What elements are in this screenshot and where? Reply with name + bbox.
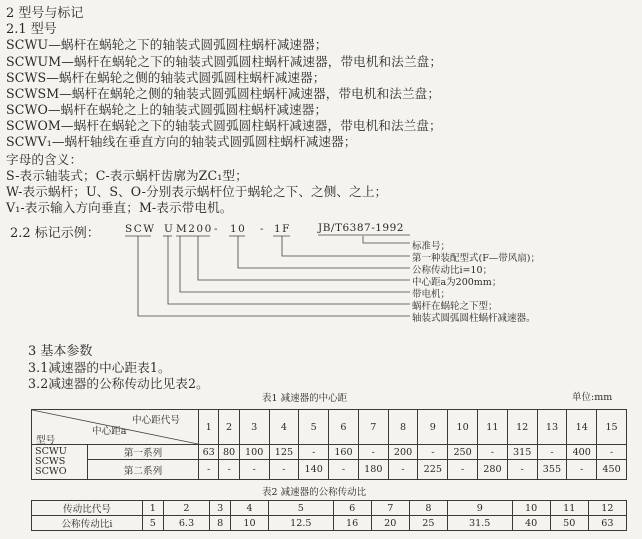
table2-ratio: 40 bbox=[512, 516, 550, 531]
table1-header-corner bbox=[32, 410, 199, 445]
table2-ratio: 5 bbox=[143, 516, 164, 531]
annotation-ratio: 公称传动比i=10； bbox=[412, 265, 493, 276]
table2-code: 8 bbox=[409, 501, 447, 516]
table2-ratio: 12.5 bbox=[269, 516, 334, 531]
section-2-title: 2 型号与标记 bbox=[6, 6, 84, 21]
table1-cell: - bbox=[388, 460, 418, 480]
table1-cell: - bbox=[239, 460, 269, 480]
table1-cell: - bbox=[199, 460, 219, 480]
table2-code: 11 bbox=[550, 501, 588, 516]
annotation-motor: 带电机； bbox=[412, 289, 451, 300]
annotation-center: 中心距a为200mm； bbox=[412, 277, 502, 288]
table2-code: 4 bbox=[230, 501, 268, 516]
series2-label: 第二系列 bbox=[88, 460, 199, 480]
meaning-line: S-表示轴装式；C-表示蜗杆齿廓为ZC₁型； bbox=[6, 168, 248, 183]
table1-cell: 160 bbox=[329, 445, 359, 460]
marking-dash: - bbox=[260, 223, 266, 235]
annotation-standard: 标准号； bbox=[412, 241, 451, 252]
ratio-table bbox=[31, 500, 627, 531]
marking-dash: - bbox=[214, 223, 220, 235]
table1-center-label: 中心距a bbox=[92, 426, 127, 437]
table1-cell: - bbox=[478, 445, 508, 460]
table1-cell: 280 bbox=[478, 460, 508, 480]
table1-cell: - bbox=[448, 460, 478, 480]
model-line: SCWV₁—蜗杆轴线在垂直方向的轴装式圆弧圆柱蜗杆减速器； bbox=[6, 134, 357, 149]
table2-caption: 表2 减速器的公称传动比 bbox=[262, 487, 367, 498]
table1-code: 11 bbox=[478, 410, 508, 445]
table2-ratio: 25 bbox=[409, 516, 447, 531]
marking-ratio: 10 bbox=[230, 223, 247, 235]
table1-caption: 表1 减速器的中心距 bbox=[262, 393, 348, 404]
table2-code: 1 bbox=[143, 501, 164, 516]
section-3-title: 3 基本参数 bbox=[28, 344, 93, 359]
center-distance-table bbox=[31, 409, 627, 480]
table1-model-label: 型号 bbox=[36, 435, 56, 446]
model-line: SCWS—蜗杆在蜗轮之侧的轴装式圆弧圆柱蜗杆减速器； bbox=[6, 70, 326, 85]
table1-cell: 400 bbox=[567, 445, 597, 460]
model-line: SCWSM—蜗杆在蜗轮之侧的轴装式圆弧圆柱蜗杆减速器，带电机和法兰盘； bbox=[6, 86, 441, 101]
table1-code: 8 bbox=[388, 410, 418, 445]
model-name: SCWO bbox=[35, 466, 67, 477]
table2-ratio: 20 bbox=[371, 516, 409, 531]
table2-ratio: 16 bbox=[333, 516, 371, 531]
table1-code: 14 bbox=[567, 410, 597, 445]
table2-ratio: 63 bbox=[588, 516, 626, 531]
table1-code: 3 bbox=[239, 410, 269, 445]
table1-cell: - bbox=[597, 445, 627, 460]
table2-ratio: 50 bbox=[550, 516, 588, 531]
section-3-2: 3.2减速器的公称传动比见表2。 bbox=[28, 376, 209, 391]
table1-code: 9 bbox=[418, 410, 448, 445]
table1-cell: - bbox=[299, 445, 329, 460]
table1-cell: - bbox=[537, 445, 567, 460]
table1-cell: - bbox=[219, 460, 239, 480]
table2-ratio: 10 bbox=[230, 516, 268, 531]
table1-code: 5 bbox=[299, 410, 329, 445]
model-line: SCWU—蜗杆在蜗轮之下的轴装式圆弧圆柱蜗杆减速器； bbox=[6, 37, 328, 52]
annotation-assembly: 第一种装配型式(F—带风扇)； bbox=[412, 253, 541, 264]
table2-code: 10 bbox=[512, 501, 550, 516]
table2-ratio: 6.3 bbox=[163, 516, 210, 531]
model-name: SCWU bbox=[35, 446, 67, 457]
section-2-1-title: 2.1 型号 bbox=[6, 22, 57, 37]
table1-cell: - bbox=[269, 460, 299, 480]
table1-code: 10 bbox=[448, 410, 478, 445]
model-name: SCWS bbox=[35, 456, 66, 467]
table1-models bbox=[32, 445, 88, 480]
table1-code-label: 中心距代号 bbox=[132, 415, 180, 426]
table1-cell: 250 bbox=[448, 445, 478, 460]
table2-code: 7 bbox=[371, 501, 409, 516]
table2-ratio: 8 bbox=[210, 516, 231, 531]
annotation-shaft-mounted: 轴装式圆弧圆柱蜗杆减速器。 bbox=[412, 313, 536, 324]
annotation-worm-below: 蜗杆在蜗轮之下型； bbox=[412, 301, 498, 312]
series1-label: 第一系列 bbox=[88, 445, 199, 460]
table1-code: 2 bbox=[219, 410, 239, 445]
table1-cell: 180 bbox=[358, 460, 388, 480]
table1-cell: 200 bbox=[388, 445, 418, 460]
table2-ratio: 31.5 bbox=[447, 516, 512, 531]
table1-cell: 100 bbox=[239, 445, 269, 460]
table1-cell: - bbox=[329, 460, 359, 480]
meaning-title: 字母的含义： bbox=[6, 152, 83, 167]
marking-u: U bbox=[164, 223, 175, 235]
table1-code: 6 bbox=[329, 410, 359, 445]
table1-cell: 315 bbox=[507, 445, 537, 460]
table1-cell: 125 bbox=[269, 445, 299, 460]
marking-m200: M200 bbox=[176, 223, 213, 235]
table1-code: 7 bbox=[358, 410, 388, 445]
table1-code: 1 bbox=[199, 410, 219, 445]
table1-cell: - bbox=[567, 460, 597, 480]
section-2-2-title: 2.2 标记示例： bbox=[10, 226, 100, 241]
table1-code: 12 bbox=[507, 410, 537, 445]
table1-code: 4 bbox=[269, 410, 299, 445]
table2-row-label: 传动比代号 bbox=[32, 501, 143, 516]
unit-label: 单位:mm bbox=[572, 392, 613, 403]
table1-cell: 80 bbox=[219, 445, 239, 460]
table1-cell: 225 bbox=[418, 460, 448, 480]
table2-code: 9 bbox=[447, 501, 512, 516]
table1-cell: 355 bbox=[537, 460, 567, 480]
model-line: SCWOM—蜗杆在蜗轮之下的轴装式圆弧圆柱蜗杆减速器，带电机和法兰盘； bbox=[6, 118, 442, 133]
table2-row-label: 公称传动比i bbox=[32, 516, 143, 531]
table1-cell: - bbox=[418, 445, 448, 460]
meaning-line: W-表示蜗杆；U、S、O-分别表示蜗杆位于蜗轮之下、之侧、之上； bbox=[6, 184, 388, 199]
table1-code: 13 bbox=[537, 410, 567, 445]
table2-code: 3 bbox=[210, 501, 231, 516]
model-line: SCWO—蜗杆在蜗轮之上的轴装式圆弧圆柱蜗杆减速器； bbox=[6, 102, 328, 117]
table2-code: 12 bbox=[588, 501, 626, 516]
marking-scw: SCW bbox=[125, 223, 156, 235]
marking-standard: JB/T6387-1992 bbox=[318, 222, 404, 234]
table1-cell: 450 bbox=[597, 460, 627, 480]
table2-code: 5 bbox=[269, 501, 334, 516]
table2-code: 6 bbox=[333, 501, 371, 516]
table1-code: 15 bbox=[597, 410, 627, 445]
section-3-1: 3.1减速器的中心距表1。 bbox=[28, 360, 171, 375]
marking-assembly: 1F bbox=[274, 223, 291, 235]
table1-cell: - bbox=[358, 445, 388, 460]
meaning-line: V₁-表示输入方向垂直；M-表示带电机。 bbox=[6, 200, 233, 215]
table1-cell: 63 bbox=[199, 445, 219, 460]
model-line: SCWUM—蜗杆在蜗轮之下的轴装式圆弧圆柱蜗杆减速器，带电机和法兰盘； bbox=[6, 54, 443, 69]
table2-code: 2 bbox=[163, 501, 210, 516]
table1-cell: 140 bbox=[299, 460, 329, 480]
table1-cell: - bbox=[507, 460, 537, 480]
